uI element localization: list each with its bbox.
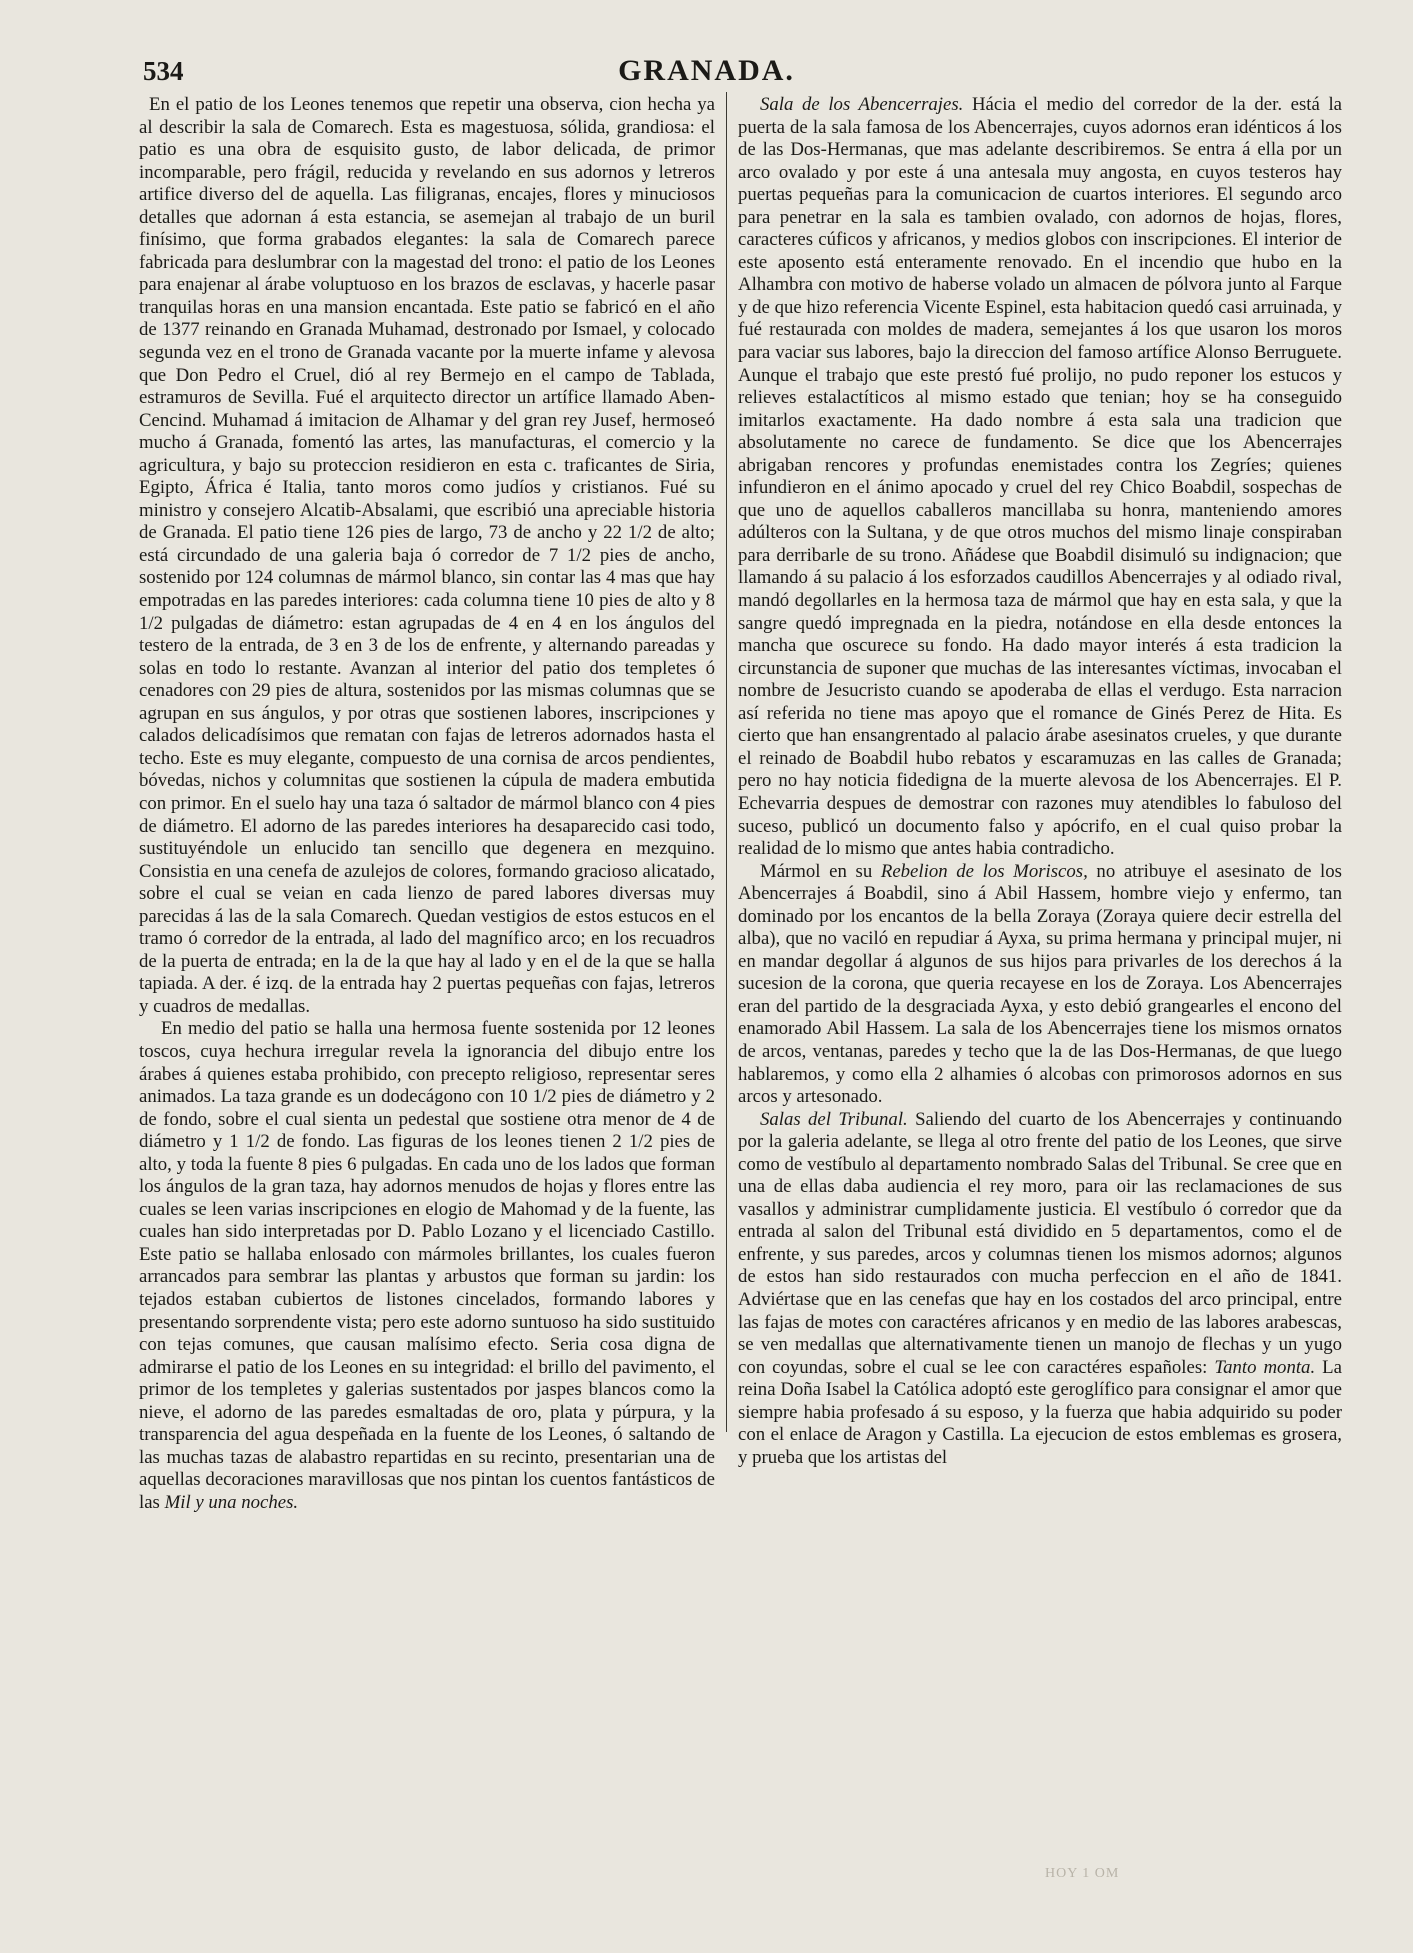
paragraph-sala-abencerrajes-text: Hácia el medio del corredor de la der. está la puerta de la sala famosa de los Abencerrajes, cuyos adornos eran idénticos á los de las Dos-Hermanas, que mas adelante describiremos. Se entra á ella por un arco ovalado y por este á una antesala muy angosta, en cuyos testeros hay puertas pequeñas para la comunicacion de cuartos interiores. El segundo arco para penetrar en la sala es tambien ovalado, con adornos de hojas, flores, caracteres cúficos y africanos, y medios globos con inscripciones. El interior de este aposento está enteramente renovado. En el incendio que hubo en la Alhambra con motivo de haberse volado un almacen de pólvora junto al Farque y de que hizo referencia Vicente Espinel, esta habitacion quedó casi arruinada, y fué restaurada con moldes de madera, semejantes á los que usaron los moros para vaciar sus labores, bajo la direccion del famoso artífice Alonso Berruguete. Aunque el trabajo que este prestó fué prolijo, no pudo reponer los estucos y relieves estalactíticos al mismo estado que tenian; hoy se ha conseguido imitarlos exactamente. Ha dado nombre á esta sala una tradicion que absolutamente no carece de fundamento. Se dice que los Abencerrajes abrigaban rencores y profundas enemistades contra los Zegríes; quienes infundieron en el ánimo apocado y cruel del rey Chico Boabdil, sospechas de que uno de aquellos caballeros mancillaba su honra, manteniendo amores adúlteros con la Sultana, y de que otros muchos del mismo linaje conspiraban para derribarle de su trono. Añádese que Boabdil disimuló su indignacion; que llamando á su palacio á los esforzados caudillos Abencerrajes y al odiado rival, mandó degollarles en la hermosa taza de mármol que hay en esta sala, y que la sangre quedó impregnada en la piedra, notándose en ella desde entonces la mancha que oscurece su fondo. Ha dado mayor interés á esta tradicion la circunstancia de suponer que muchas de las interesantes víctimas, invocaban el nombre de Jesucristo cuando se apoderaba de ellas el verdugo. Esta narracion así referida no tiene mas apoyo que el romance de Ginés Perez de Hita. Es cierto que han ensangrentado al palacio árabe asesinatos crueles, y que durante el reinado de Boabdil hubo rebatos y escaramuzas en las calles de Granada; pero no hay noticia fidedigna de la muerte alevosa de los Abencerrajes. El P. Echevarria despues de demostrar con razones muy atendibles lo fabuloso del suceso, publicó un documento falso y apócrifo, en el cual quiso probar la realidad de lo mismo que antes habia contradicho.: [738, 94, 1342, 860]
page-header: [0, 52, 1413, 92]
page-number: 534: [143, 56, 184, 86]
section-heading-sala-abencerrajes: Sala de los Abencerrajes.: [760, 94, 964, 115]
paragraph-marmol: [738, 861, 1342, 1109]
paragraph-salas-tribunal-text-2: La reina Doña Isabel la Católica adoptó este geroglífico para consignar el amor que siempre habia profesado á su esposo, y la fuerza que habia adquirido su poder con el enlace de Aragon y Castilla. La ejecucion de estos emblemas es grosera, y prueba que los artistas del: [738, 1356, 1342, 1468]
paragraph-salas-tribunal: [738, 1109, 1342, 1470]
paragraph-fuente-text: En medio del patio se halla una hermosa fuente sostenida por 12 leones toscos, cuya hechura irregular revela la ignorancia del dibujo entre los árabes á quienes estaba prohibido, con precepto religioso, representar seres animados. La taza grande es un dodecágono con 10 1/2 pies de diámetro y 2 de fondo, sobre el cual sienta un pedestal que sostiene otra menor de 4 de diámetro y 1 1/2 de fondo. Las figuras de los leones tienen 2 1/2 pies de alto, y toda la fuente 8 pies 6 pulgadas. En cada uno de los lados que forman los ángulos de la gran taza, hay adornos menudos de hojas y flores entre las cuales se leen varias inscripciones en elogio de Mahomad y de la fuente, las cuales han sido interpretadas por D. Pablo Lozano y el licenciado Castillo. Este patio se hallaba enlosado con mármoles brillantes, los cuales fueron arrancados para sembrar las plantas y arbustos que forman su jardin: los tejados estaban cubiertos de listones cincelados, formando labores y presentando sorprendente vista; pero este adorno suntuoso ha sido sustituido con tejas comunes, que causan malísimo efecto. Seria cosa digna de admirarse el patio de los Leones en su integridad: el brillo del pavimento, el primor de los templetes y galerias sustentados por jaspes blancos como la nieve, el adorno de las paredes esmaltadas de oro, plata y púrpura, y la transparencia del agua despeñada en la fuente de los Leones, ó saltando de las muchas tazas de alabastro repartidas en su recinto, presentarian una de aquellas decoraciones maravillosas que nos pintan los cuentos fantásticos de las: [139, 1018, 715, 1513]
italic-tanto-monta: Tanto monta.: [1214, 1356, 1316, 1378]
paragraph-marmol-lead: Mármol en su: [760, 860, 873, 882]
left-column: [139, 94, 715, 1874]
italic-rebelion-moriscos: Rebelion de los Moriscos,: [880, 860, 1088, 882]
paragraph-marmol-text: no atribuye el asesinato de los Abencerrajes á Boabdil, sino á Abil Hassem, hombre viejo y enfermo, tan dominado por los encantos de la bella Zoraya (Zoraya quiere decir estrella del alba), que no vaciló en repudiar á Ayxa, su prima hermana y principal mujer, ni en mandar degollar á algunos de sus hijos para privarles de los derechos á la sucesion de la corona, que queria recayese en los de Zoraya. Los Abencerrajes eran del partido de la desgraciada Ayxa, y esto debió grangearles el encono del enamorado Abil Hassem. La sala de los Abencerrajes tiene los mismos ornatos de arcos, ventanas, paredes y techo que la de las Dos-Hermanas, de que luego hablaremos, y como ella 2 alhamies ó alcobas con primorosos adornos en sus arcos y artesonado.: [738, 860, 1342, 1108]
bleed-through-marks: HOY 1 OM: [1045, 1866, 1120, 1881]
section-heading-salas-tribunal: Salas del Tribunal.: [760, 1108, 908, 1130]
right-column: [738, 94, 1342, 1874]
paragraph-patio-leones: En el patio de los Leones tenemos que repetir una observa, cion hecha ya al describir la sala de Comarech. Esta es magestuosa, sólida, grandiosa: el patio es una obra de esquisito gusto, de labor delicada, de primor incomparable, pero frágil, reducida y revelando en sus adornos y letreros artifice diverso del de aquella. Las filigranas, encajes, flores y minuciosos detalles que adornan á esta estancia, se asemejan al trabajo de un buril finísimo, que forma grabados elegantes: la sala de Comarech parece fabricada para deslumbrar con la magestad del trono: el patio de los Leones para enajenar al árabe voluptuoso en los brazos de esclavas, y hacerle pasar tranquilas horas en una mansion encantada. Este patio se fabricó en el año de 1377 reinando en Granada Muhamad, destronado por Ismael, y colocado segunda vez en el trono de Granada vacante por la muerte infame y alevosa que Don Pedro el Cruel, dió al rey Bermejo en el campo de Tablada, estramuros de Sevilla. Fué el arquitecto director un artífice llamado Aben-Cencind. Muhamad á imitacion de Alhamar y del gran rey Jusef, hermoseó mucho á Granada, fomentó las artes, las manufacturas, el comercio y la agricultura, y bajo su proteccion residieron en esta c. traficantes de Siria, Egipto, África é Italia, tanto moros como judíos y cristianos. Fué su ministro y consejero Alcatib-Absalami, que escribió una apreciable historia de Granada. El patio tiene 126 pies de largo, 73 de ancho y 22 1/2 de alto; está circundado de una galeria baja ó corredor de 7 1/2 pies de ancho, sostenido por 124 columnas de mármol blanco, sin contar las 4 mas que hay empotradas en las paredes interiores: cada columna tiene 10 pies de alto y 8 1/2 pulgadas de diámetro: estan agrupadas de 4 en 4 en los ángulos del testero de la entrada, de 3 en 3 de los de enfrente, y alternando pareadas y solas en todo lo restante. Avanzan al interior del patio dos templetes ó cenadores con 29 pies de altura, sostenidos por las mismas columnas que se agrupan en sus ángulos, y por otras que sostienen labores, inscripciones y calados delicadísimos que rematan con fajas de letreros adornados hasta el techo. Este es muy elegante, compuesto de una cornisa de arcos pendientes, bóvedas, nichos y columnitas que sostienen la cúpula de madera embutida con primor. En el suelo hay una taza ó saltador de mármol blanco con 4 pies de diámetro. El adorno de las paredes interiores ha desaparecido casi todo, sustituyéndole un enlucido tan sencillo que degenera en mezquino. Consistia en una cenefa de azulejos de colores, formando gracioso alicatado, sobre el cual se veian en cada lienzo de pared labores diversas muy parecidas á las de la sala Comarech. Quedan vestigios de estos estucos en el tramo ó corredor de la entrada, al lado del magnífico arco; en los recuadros de la puerta de entrada; en la de la que hay al lado y en el de la que se halla tapiada. A der. é izq. de la entrada hay 2 puertas pequeñas con fajas, letreros y cuadros de medallas.: [139, 94, 715, 1017]
paragraph-fuente: [139, 1018, 715, 1514]
italic-mil-y-una-noches: Mil y una noches.: [164, 1491, 299, 1513]
paragraph-sala-abencerrajes: [738, 94, 1342, 861]
running-head: GRANADA.: [618, 54, 795, 87]
paragraph-salas-tribunal-text: Saliendo del cuarto de los Abencerrajes y continuando por la galeria adelante, se llega al otro frente del patio de los Leones, que sirve como de vestíbulo al departamento nombrado Salas del Tribunal. Se cree que en una de ellas daba audiencia el rey moro, para oir las reclamaciones de sus vasallos y administrar cumplidamente justicia. El vestíbulo ó corredor que da entrada al salon del Tribunal está dividido en 5 departamentos, como el de enfrente, y sus paredes, arcos y columnas tienen los mismos adornos; algunos de estos han sido restaurados con mucha perfeccion en el año de 1841. Adviértase que en las cenefas que hay en los costados del arco principal, entre las fajas de motes con caractéres africanos y en medio de las labores arabescas, se ven medallas que alternativamente tienen un manojo de flechas y un yugo con coyundas, sobre el cual se lee con caractéres españoles:: [738, 1108, 1342, 1378]
column-rule: [726, 92, 727, 1432]
